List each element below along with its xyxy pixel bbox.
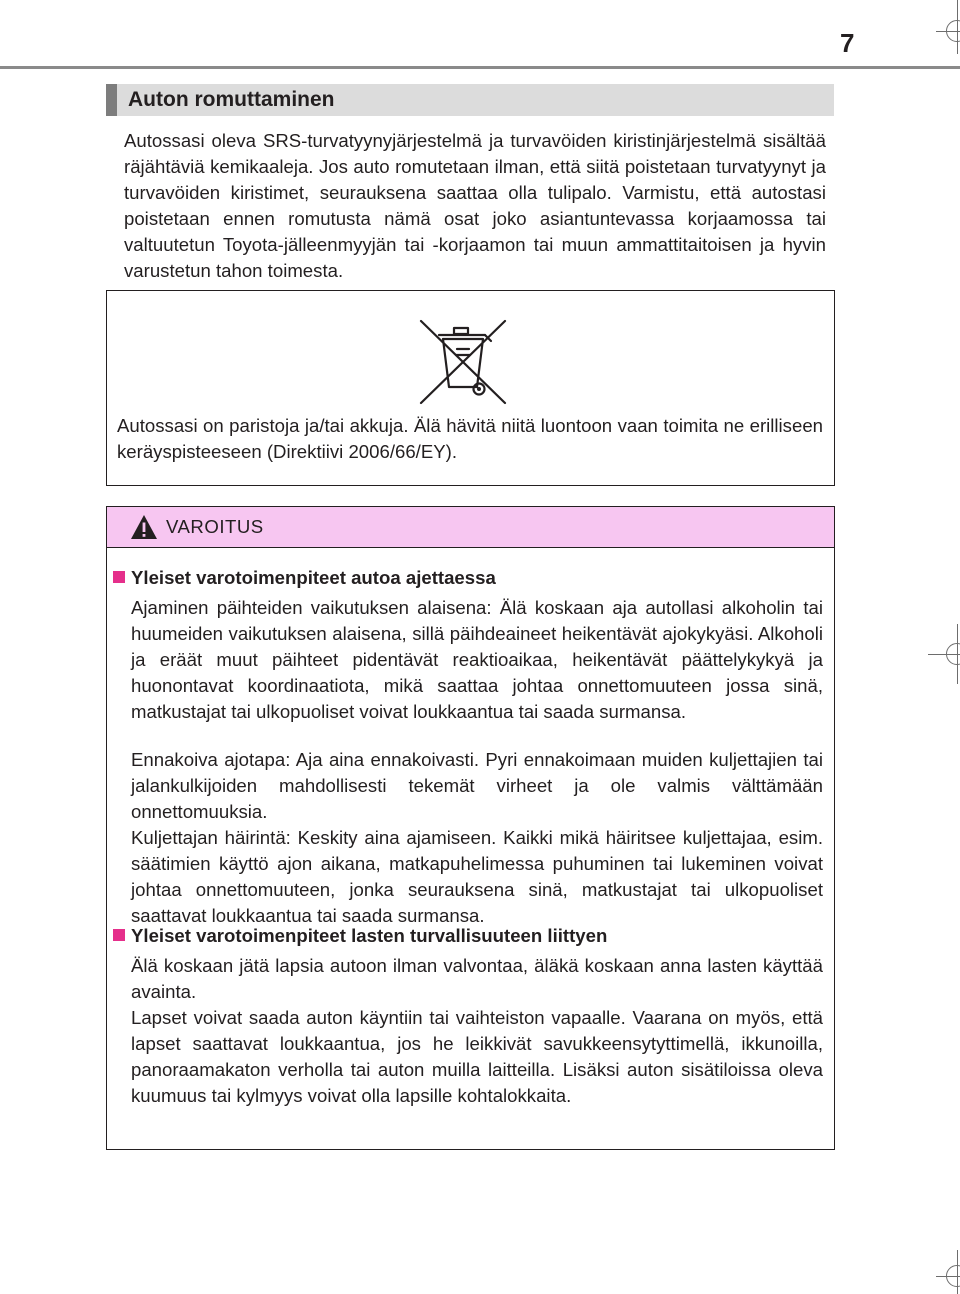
recycling-text: Autossasi on paristoja ja/tai akkuja. Älä hävitä niitä luontoon vaan toimita ne erilliseen keräyspisteeseen (Direktiivi 2006/66/EY). [117, 415, 823, 462]
section-heading [106, 84, 834, 116]
warning-paragraph: Ennakoiva ajotapa: Aja aina ennakoivasti. Pyri ennakoimaan muiden kuljettajien tai jalankulkijoiden mahdollisesti tekemät virheet ja ole valmis välttämään onnettomuuksia. [131, 749, 823, 822]
page-number: 7 [840, 28, 855, 58]
warning-paragraph: Ajaminen päihteiden vaikutuksen alaisena: Älä koskaan aja autollasi alkoholin tai huumeiden vaikutuksen alaisena, sillä päihdeaineet heikentävät ajokykyäsi. Alkoholi ja eräät muut päihteet pidentävät reaktioaikaa, heikentävät päättelykykyä ja huonontavat koordinaatiota, mikä saattaa johtaa onnettomuuteen jossa sinä, matkustajat tai ulkopuoliset voivat loukkaantua tai saada surmansa. [131, 597, 823, 722]
warning-paragraph: Älä koskaan jätä lapsia autoon ilman valvontaa, äläkä koskaan anna lasten käyttää avainta. [131, 955, 823, 1002]
intro-paragraph: Autossasi oleva SRS-turvatyynyjärjestelmä ja turvavöiden kiristinjärjestelmä sisältää räjähtäviä kemikaaleja. Jos auto romutetaan ilman, että siitä poistetaan turvatyynyt ja turvavöiden kiristimet, seurauksena saattaa olla tulipalo. Varmistu, että autostasi poistetaan ennen romutusta nämä osat joko asiantuntevassa korjaamossa tai valtuutetun Toyota-jälleenmyyjän tai -korjaamon tai muun ammattitaitoisen ja hyvin varustetun tahon toimesta. [124, 130, 826, 281]
bullet-square-icon [113, 571, 125, 583]
subheading-text: Yleiset varotoimenpiteet autoa ajettaessa [131, 567, 496, 588]
bullet-square-icon [113, 929, 125, 941]
warning-title: VAROITUS [166, 516, 264, 537]
subheading-text: Yleiset varotoimenpiteet lasten turvallisuuteen liittyen [131, 925, 608, 946]
crop-mark-top-circle [946, 20, 960, 42]
crossed-out-wheelie-bin-icon [413, 319, 513, 405]
warning-box [106, 506, 835, 1150]
warning-paragraph: Lapset voivat saada auton käyntiin tai vaihteiston vapaalle. Vaarana on myös, että lapset saattavat loukkaantua, jos he leikkivät savukkeensytyttimellä, ikkunoilla, panoraamakaton verholla tai auton muilla laitteilla. Lisäksi auton sisätiloissa oleva kuumuus tai kylmyys voivat olla lapsille kohtalokkaita. [131, 1007, 823, 1106]
crop-mark-bottom-circle [946, 1265, 960, 1287]
warning-paragraph: Kuljettajan häirintä: Keskity aina ajamiseen. Kaikki mikä häiritsee kuljettajaa, esim. säätimien käyttö ajon aikana, matkapuhelimessa puhuminen tai lukeminen voivat johtaa onnettomuuteen, jonka seurauksena sinä, matkustajat tai ulkopuoliset saattavat loukkaantua tai saada surmansa. [131, 827, 823, 926]
warning-header [107, 507, 834, 548]
crop-mark-middle-circle [946, 643, 960, 665]
section-title: Auton romuttaminen [128, 88, 335, 111]
warning-subheading-children [113, 923, 829, 949]
warning-subheading-driving [113, 565, 829, 591]
warning-triangle-icon [130, 514, 158, 540]
recycling-notice [106, 290, 835, 486]
header-rule [0, 66, 960, 69]
